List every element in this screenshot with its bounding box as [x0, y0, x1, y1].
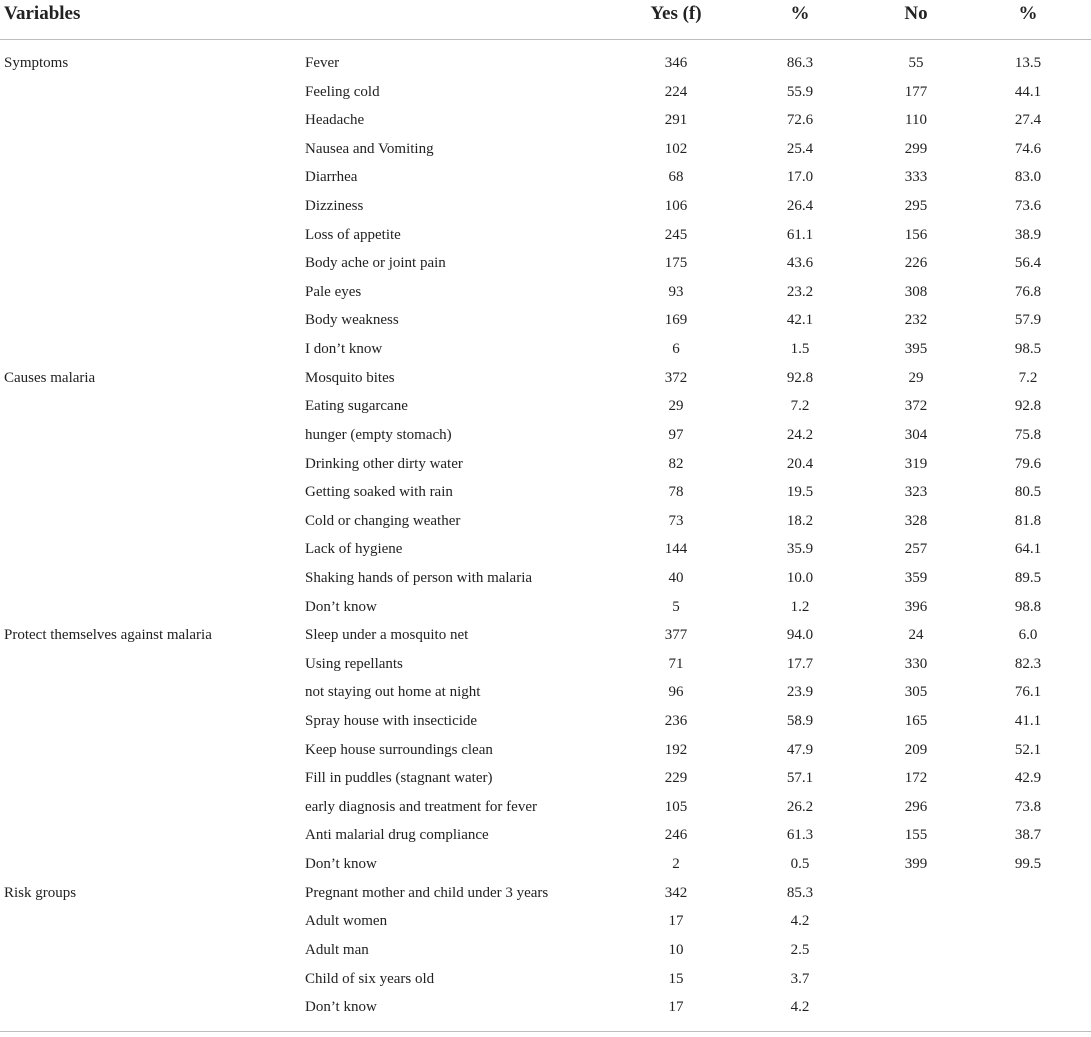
row-item-label: Don’t know: [305, 999, 377, 1016]
table-row: Protect themselves against malaria Sleep under a mosquito net 377 94.0 24 6.0: [4, 627, 1038, 644]
row-item-label: Adult women: [305, 913, 388, 930]
row-item-label: Sleep under a mosquito net: [305, 627, 469, 644]
table-row: not staying out home at night 96 23.9 305 76.1: [305, 684, 1042, 701]
row-item-label: Cold or changing weather: [305, 512, 461, 529]
table-row: Loss of appetite 245 61.1 156 38.9: [305, 226, 1042, 243]
header-yes: Yes (f): [650, 3, 702, 24]
row-item-label: Pale eyes: [305, 283, 362, 300]
table-row: Anti malarial drug compliance 246 61.3 155 38.7: [305, 827, 1042, 844]
row-item-label: not staying out home at night: [305, 684, 481, 701]
row-item-label: Don’t know: [305, 598, 377, 615]
table-row: Don’t know 5 1.2 396 98.8: [305, 598, 1042, 615]
row-group-label: Risk groups: [4, 884, 77, 901]
table-row: Fill in puddles (stagnant water) 229 57.1 172 42.9: [305, 770, 1042, 787]
row-item-label: I don’t know: [305, 341, 383, 358]
row-group-label: Protect themselves against malaria: [4, 627, 212, 644]
table-row: Dizziness 106 26.4 295 73.6: [305, 198, 1042, 215]
header-rule: [0, 39, 1091, 40]
row-item-label: Mosquito bites: [305, 369, 395, 386]
header-yes-pct: %: [790, 3, 810, 24]
row-item-label: Anti malarial drug compliance: [305, 827, 489, 844]
table-row: Cold or changing weather 73 18.2 328 81.8: [305, 512, 1042, 529]
row-item-label: Lack of hygiene: [305, 541, 403, 558]
table-row: Shaking hands of person with malaria 40 10.0 359 89.5: [305, 569, 1042, 586]
table-row: Causes malaria Mosquito bites 372 92.8 29 7.2: [4, 369, 1038, 386]
bottom-rule: [0, 1031, 1091, 1032]
row-item-label: Body weakness: [305, 312, 399, 329]
table-row: Child of six years old 15 3.7: [305, 970, 810, 987]
table-row: Don’t know 17 4.2: [305, 999, 810, 1016]
table-body: [0, 49, 1091, 1022]
table-row: Adult man 10 2.5: [305, 941, 810, 958]
table-row: I don’t know 6 1.5 395 98.5: [305, 341, 1042, 358]
row-item-label: early diagnosis and treatment for fever: [305, 798, 537, 815]
row-item-label: Feeling cold: [305, 83, 380, 100]
table-row: Symptoms Fever 346 86.3 55 13.5: [4, 55, 1042, 71]
table-row: Risk groups Pregnant mother and child under 3 years 342 85.3: [4, 884, 814, 901]
table-row: Drinking other dirty water 82 20.4 319 79.6: [305, 455, 1042, 472]
row-item-label: Getting soaked with rain: [305, 484, 453, 501]
table-row: early diagnosis and treatment for fever 105 26.2 296 73.8: [305, 798, 1042, 815]
row-item-label: Loss of appetite: [305, 226, 401, 243]
row-item-label: Don’t know: [305, 856, 377, 873]
table-row: Pale eyes 93 23.2 308 76.8: [305, 283, 1042, 300]
table-row: Nausea and Vomiting 102 25.4 299 74.6: [305, 140, 1042, 157]
table-row: Headache 291 72.6 110 27.4: [305, 112, 1042, 129]
row-item-label: Dizziness: [305, 198, 364, 215]
row-item-label: Fill in puddles (stagnant water): [305, 770, 493, 787]
row-item-label: Drinking other dirty water: [305, 455, 463, 472]
table-row: Lack of hygiene 144 35.9 257 64.1: [305, 541, 1042, 558]
row-item-label: Keep house surroundings clean: [305, 741, 493, 758]
row-item-label: Nausea and Vomiting: [305, 140, 434, 157]
table-row: Getting soaked with rain 78 19.5 323 80.5: [305, 484, 1042, 501]
table-row: Adult women 17 4.2: [305, 913, 810, 930]
table-header: [0, 0, 1091, 40]
table-row: Feeling cold 224 55.9 177 44.1: [305, 83, 1042, 100]
row-item-label: Shaking hands of person with malaria: [305, 569, 533, 586]
row-item-label: hunger (empty stomach): [305, 426, 452, 443]
table-row: Body weakness 169 42.1 232 57.9: [305, 312, 1042, 329]
row-item-label: Diarrhea: [305, 169, 358, 186]
table-row: Spray house with insecticide 236 58.9 165 41.1: [305, 713, 1042, 730]
row-item-label: Using repellants: [305, 655, 403, 672]
row-item-label: Pregnant mother and child under 3 years: [305, 884, 549, 901]
header-no-pct: %: [1018, 3, 1038, 24]
table-row: Keep house surroundings clean 192 47.9 209 52.1: [305, 741, 1042, 758]
row-item-label: Child of six years old: [305, 970, 435, 987]
row-item-label: Body ache or joint pain: [305, 255, 446, 272]
table-row: hunger (empty stomach) 97 24.2 304 75.8: [305, 426, 1042, 443]
table-row: Don’t know 2 0.5 399 99.5: [305, 856, 1042, 873]
table-row: Diarrhea 68 17.0 333 83.0: [305, 169, 1042, 186]
table-row: Eating sugarcane 29 7.2 372 92.8: [305, 398, 1042, 415]
row-item-label: Headache: [305, 112, 365, 129]
row-item-label: Adult man: [305, 941, 369, 958]
table-row: Using repellants 71 17.7 330 82.3: [305, 655, 1042, 672]
row-item-label: Eating sugarcane: [305, 398, 408, 415]
row-group-label: Symptoms: [4, 55, 69, 71]
row-item-label: Spray house with insecticide: [305, 713, 478, 730]
header-no: No: [904, 3, 928, 24]
row-group-label: Causes malaria: [4, 369, 96, 386]
table-row: Body ache or joint pain 175 43.6 226 56.4: [305, 255, 1042, 272]
header-variables: Variables: [4, 3, 81, 24]
row-item-label: Fever: [305, 55, 340, 71]
